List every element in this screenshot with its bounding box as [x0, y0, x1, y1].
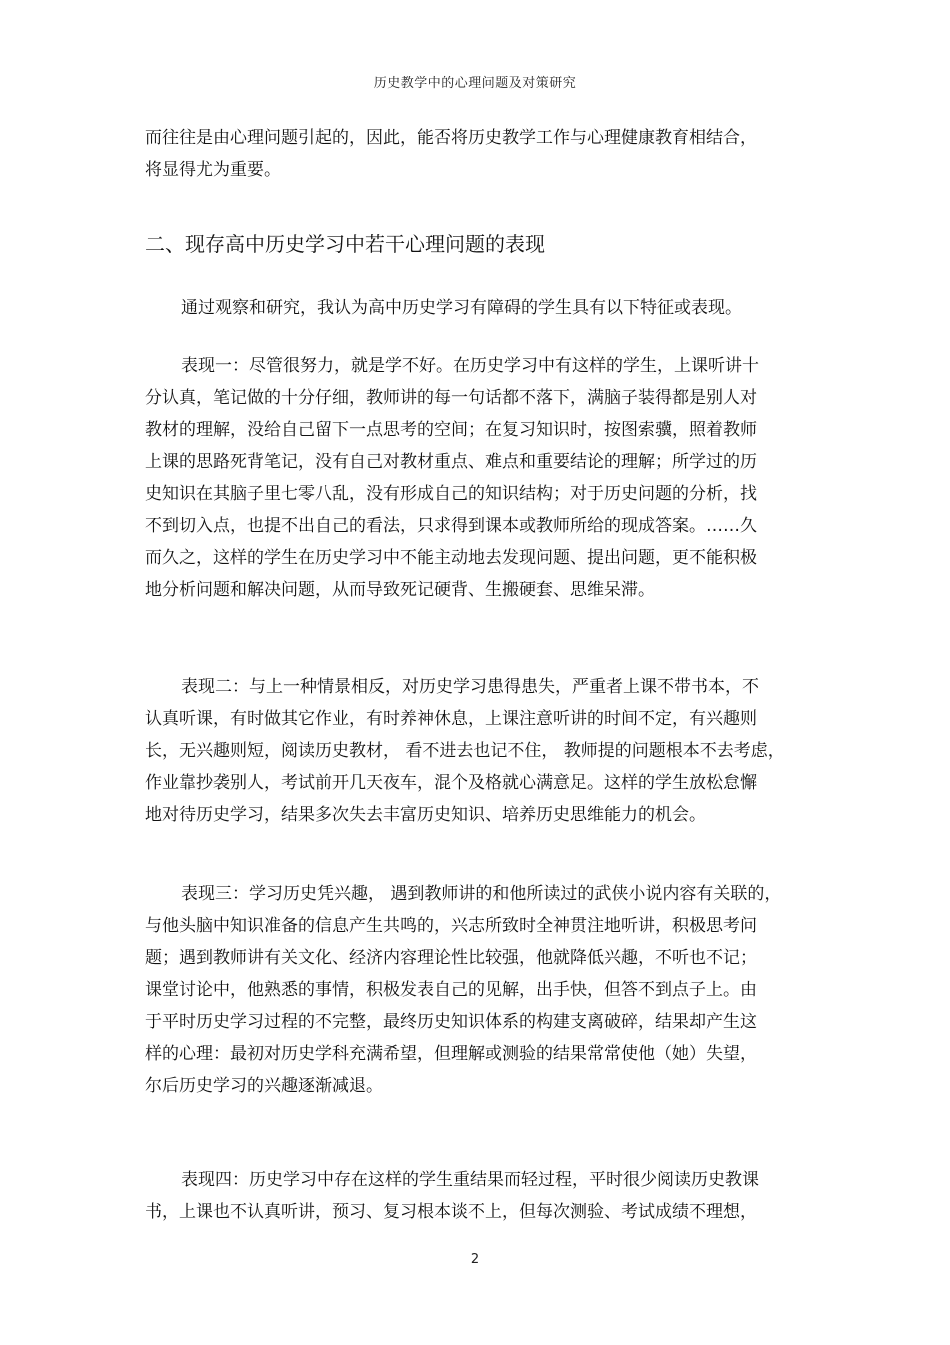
- text-line: 表现二：与上一种情景相反，对历史学习患得患失，严重者上课不带书本，不: [181, 677, 759, 697]
- running-header: 历史教学中的心理问题及对策研究: [373, 76, 577, 91]
- text-line: 作业靠抄袭别人，考试前开几天夜车，混个及格就心满意足。这样的学生放松怠懈: [145, 773, 757, 793]
- text-line: 题；遇到教师讲有关文化、经济内容理论性比较强，他就降低兴趣，不听也不记；: [145, 948, 757, 968]
- text-line: 课堂讨论中，他熟悉的事情，积极发表自己的见解，出手快，但答不到点子上。由: [145, 980, 757, 1000]
- text-line: 分认真，笔记做的十分仔细，教师讲的每一句话都不落下，满脑子装得都是别人对: [145, 388, 757, 408]
- text-line: 长，无兴趣则短，阅读历史教材， 看不进去也记不住， 教师提的问题根本不去考虑，: [145, 741, 785, 761]
- text-line: 地对待历史学习，结果多次失去丰富历史知识、培养历史思维能力的机会。: [145, 805, 706, 825]
- text-line: 通过观察和研究，我认为高中历史学习有障碍的学生具有以下特征或表现。: [181, 298, 742, 318]
- text-line: 而久之，这样的学生在历史学习中不能主动地去发现问题、提出问题，更不能积极: [145, 548, 757, 568]
- text-line: 表现一：尽管很努力，就是学不好。在历史学习中有这样的学生，上课听讲十: [181, 356, 759, 376]
- text-line: 表现三：学习历史凭兴趣， 遇到教师讲的和他所读过的武侠小说内容有关联的，: [181, 884, 782, 904]
- intro-paragraph: [145, 122, 825, 186]
- text-line: 表现四：历史学习中存在这样的学生重结果而轻过程，平时很少阅读历史教课: [181, 1170, 759, 1190]
- page-number: 2: [470, 1252, 480, 1267]
- paragraph-manifestation-3: [145, 878, 825, 1102]
- text-line: 认真听课，有时做其它作业，有时养神休息，上课注意听讲的时间不定，有兴趣则: [145, 709, 757, 729]
- text-line: 样的心理：最初对历史学科充满希望，但理解或测验的结果常常使他（她）失望，: [145, 1044, 757, 1064]
- paragraph-manifestation-2: [145, 671, 825, 831]
- paragraph-manifestation-4: [145, 1164, 825, 1228]
- text-line: 将显得尤为重要。: [145, 160, 281, 180]
- text-line: 与他头脑中知识准备的信息产生共鸣的，兴志所致时全神贯注地听讲，积极思考问: [145, 916, 757, 936]
- section-heading: 二、现存高中历史学习中若干心理问题的表现: [145, 232, 545, 256]
- observation-paragraph: [145, 292, 825, 324]
- text-line: 不到切入点，也提不出自己的看法，只求得到课本或教师所给的现成答案。……久: [145, 516, 757, 536]
- text-line: 而往往是由心理问题引起的，因此，能否将历史教学工作与心理健康教育相结合，: [145, 128, 757, 148]
- text-line: 史知识在其脑子里七零八乱，没有形成自己的知识结构；对于历史问题的分析，找: [145, 484, 757, 504]
- text-line: 尔后历史学习的兴趣逐渐减退。: [145, 1076, 383, 1096]
- text-line: 书，上课也不认真听讲，预习、复习根本谈不上，但每次测验、考试成绩不理想，: [145, 1202, 757, 1222]
- text-line: 上课的思路死背笔记，没有自己对教材重点、难点和重要结论的理解；所学过的历: [145, 452, 757, 472]
- paragraph-manifestation-1: [145, 350, 825, 606]
- text-line: 地分析问题和解决问题，从而导致死记硬背、生搬硬套、思维呆滞。: [145, 580, 655, 600]
- text-line: 于平时历史学习过程的不完整，最终历史知识体系的构建支离破碎，结果却产生这: [145, 1012, 757, 1032]
- text-line: 教材的理解，没给自己留下一点思考的空间；在复习知识时，按图索骥，照着教师: [145, 420, 757, 440]
